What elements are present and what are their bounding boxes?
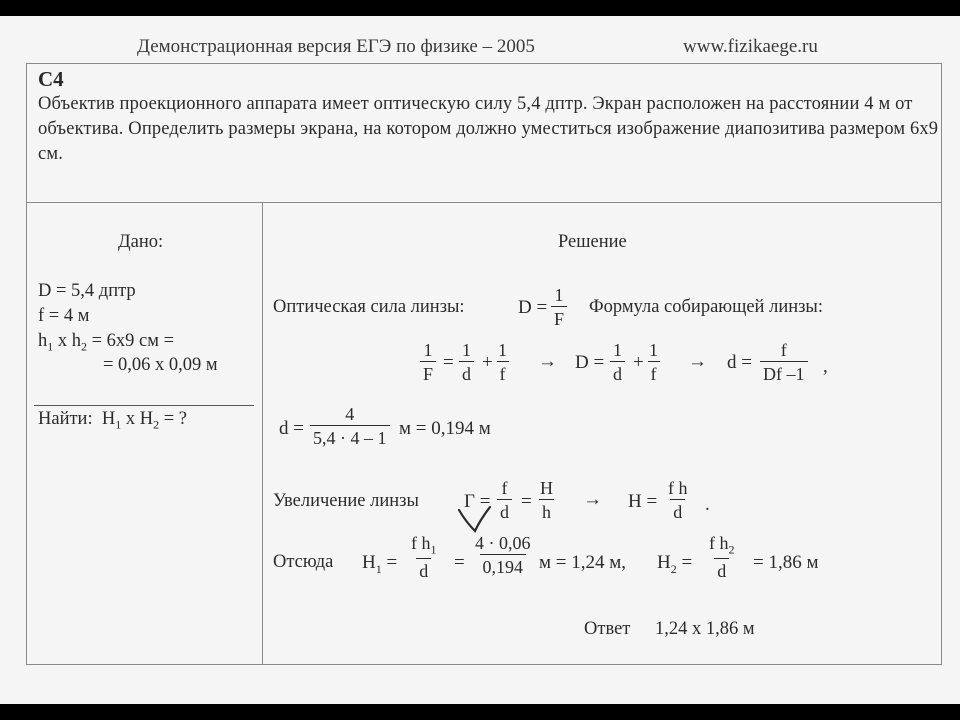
answer-value: 1,24 х 1,86 м: [655, 619, 755, 639]
comma: ,: [823, 356, 828, 377]
gamma-equals: Г =: [464, 491, 491, 512]
frac-1-over-f-2: $\frac{1}{f}$: [649, 340, 658, 384]
arrow-1: →: [538, 351, 557, 372]
h1-calc-fraction: $\frac{4 \cdot 0,06}{0,194}$: [475, 533, 531, 577]
site-url: www.fizikaege.ru: [683, 36, 818, 57]
plus-sign-2: +: [633, 352, 644, 373]
H2-equals: $H_2$ =: [657, 552, 693, 576]
d-result: м = 0,194 м: [399, 418, 491, 439]
answer-label: Ответ: [584, 619, 631, 639]
given-slide-size-meters: = 0,06 х 0,09 м: [103, 355, 218, 375]
frac-1-over-f: $\frac{1}{f}$: [498, 340, 507, 384]
eq-sign-3: =: [521, 491, 532, 512]
d-equals-calc: d =: [279, 418, 304, 439]
solution-heading: Решение: [558, 232, 627, 252]
period: .: [705, 494, 710, 515]
column-divider: [262, 203, 263, 664]
task-divider: [26, 202, 942, 203]
D-equals-2: D =: [575, 352, 605, 373]
bottom-black-band: [0, 704, 960, 720]
top-black-band: [0, 0, 960, 16]
frac-1-over-d-2: $\frac{1}{d}$: [610, 341, 625, 383]
arrow-3: →: [583, 489, 602, 510]
frac-fh-over-d: $\frac{\text{f h}}{d}$: [668, 478, 688, 522]
H-equals: H =: [628, 491, 658, 512]
h1-result: м = 1,24 м,: [539, 552, 627, 573]
magnification-label: Увеличение линзы: [273, 491, 419, 511]
frac-fh1-over-d: $\frac{f h_1}{d}$: [411, 533, 437, 581]
optical-power-fraction: $\frac{1}{F}$: [551, 286, 567, 328]
checkmark-icon: [456, 504, 492, 534]
given-optical-power: D = 5,4 дптр: [38, 281, 136, 301]
lens-formula-label: Формула собирающей линзы:: [589, 297, 823, 317]
task-statement: Объектив проекционного аппарата имеет оптическую силу 5,4 дптр. Экран расположен на расстоянии 4 м от объектива. Определить размеры экрана, на котором должно уместиться изображение диапозитива размером 6х9 см.: [38, 94, 939, 164]
H1-equals: $H_1$ =: [362, 552, 398, 576]
frac-f-over-d: $\frac{f}{d}$: [497, 479, 512, 521]
d-calc-fraction: $\frac{4}{5,4 \cdot 4 - 1}$: [310, 405, 390, 447]
document-title: Демонстрационная версия ЕГЭ по физике – 2005: [137, 36, 535, 57]
given-slide-size: $h_1$ x $h_2 = 6х9$ см =: [38, 331, 175, 354]
eq-sign-4: =: [454, 552, 465, 573]
hence-label: Отсюда: [273, 552, 334, 572]
frac-1-over-F: $\frac{1}{F}$: [420, 341, 436, 383]
frac-fh2-over-d: $\frac{f h_2}{d}$: [709, 533, 735, 581]
frac-1-over-d: $\frac{1}{d}$: [459, 341, 474, 383]
given-distance: f = 4 м: [38, 306, 90, 326]
given-heading: Дано:: [118, 232, 164, 252]
D-equals: D =: [518, 297, 548, 318]
h2-result: = 1,86 м: [753, 552, 819, 573]
arrow-2: →: [688, 351, 707, 372]
task-number: С4: [38, 67, 64, 91]
plus-sign: +: [482, 352, 493, 373]
given-find-divider: [34, 405, 254, 406]
eq-sign: =: [443, 352, 454, 373]
d-equals: d =: [727, 352, 752, 373]
frac-H-over-h: $\frac{H}{h}$: [540, 478, 553, 522]
find-line: Найти: $H_1$ x $H_2$ = ?: [38, 409, 188, 432]
frac-f-over-Df-1: $\frac{f}{Df -1}$: [760, 341, 808, 383]
optical-power-label: Оптическая сила линзы:: [273, 297, 465, 317]
